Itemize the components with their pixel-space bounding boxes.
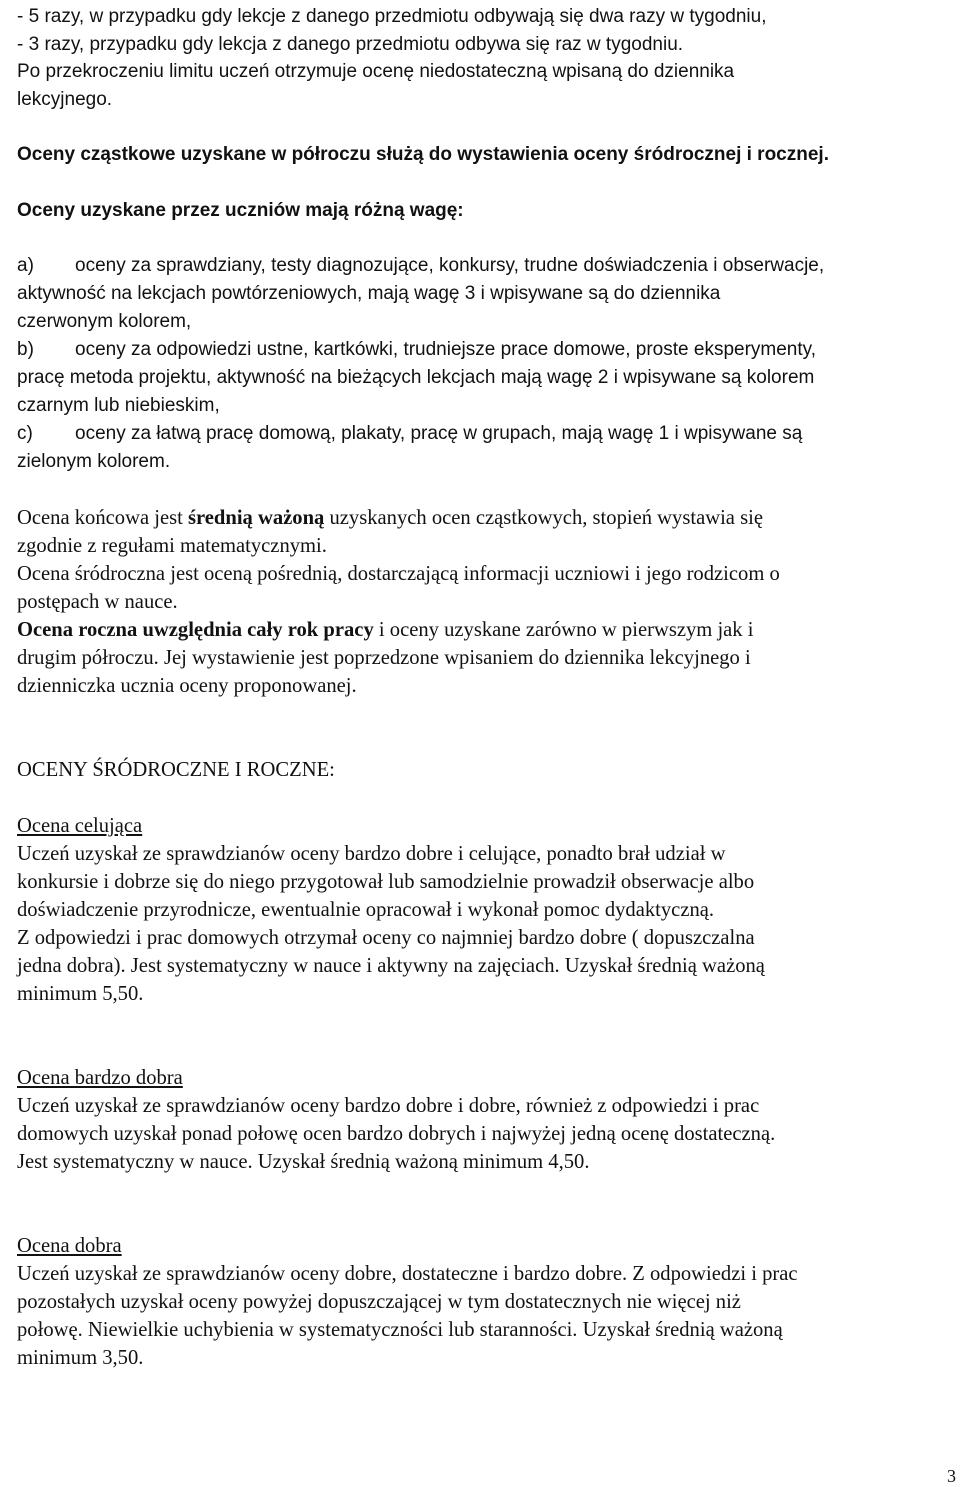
weight-item-c [17, 422, 802, 446]
weight-item-a-label: a) [17, 255, 34, 276]
weight-item-a [17, 254, 824, 278]
weight-item-c-label: c) [17, 423, 33, 444]
grade-bardzo-dobra-title: Ocena bardzo dobra [17, 1067, 183, 1089]
grade-dobra-title: Ocena dobra [17, 1235, 122, 1257]
weight-item-a-line3: czerwonym kolorem, [17, 311, 192, 332]
weight-item-b-line1: oceny za odpowiedzi ustne, kartkówki, trudniejsze prace domowe, proste eksperymenty, [75, 339, 817, 360]
weight-item-c-line1: oceny za łatwą pracę domową, plakaty, pracę w grupach, mają wagę 1 i wpisywane są [75, 423, 803, 444]
annual-grade-para: Ocena roczna uwzględnia cały rok pracy i oceny uzyskane zarówno w pierwszym jak i [17, 619, 754, 641]
final-grade-para-1: Ocena końcowa jest średnią ważoną uzyskanych ocen cząstkowych, stopień wystawia się [17, 507, 763, 529]
page-number: 3 [947, 1466, 956, 1486]
weight-item-a-line1: oceny za sprawdziany, testy diagnozujące, konkursy, trudne doświadczenia i obserwacje, [75, 255, 825, 276]
weight-item-b-line2: pracę metoda projektu, aktywność na bieżących lekcjach mają wagę 2 i wpisywane są kolorem [17, 367, 815, 388]
annual-grade-para-line2: drugim półroczu. Jej wystawienie jest poprzedzone wpisaniem do dziennika lekcyjnego i [17, 647, 751, 669]
midterm-grade-para-line1: Ocena śródroczna jest oceną pośrednią, dostarczającą informacji uczniowi i jego rodzicom o [17, 563, 780, 585]
weight-item-b [17, 338, 816, 362]
grade-bardzo-dobra-line: Jest systematyczny w nauce. Uzyskał średnią ważoną minimum 4,50. [17, 1151, 590, 1173]
annual-grade-para-line3: dzienniczka ucznia oceny proponowanej. [17, 675, 357, 697]
weighted-average-term: średnią ważoną [187, 507, 325, 529]
grade-bardzo-dobra-line: domowych uzyskał ponad połowę ocen bardzo dobrych i najwyżej jedną ocenę dostateczną. [17, 1123, 776, 1145]
intro-line-3: Po przekroczeniu limitu uczeń otrzymuje ocenę niedostateczną wpisaną do dziennika [17, 61, 735, 82]
intro-line-2: - 3 razy, przypadku gdy lekcja z danego przedmiotu odbywa się raz w tygodniu. [17, 34, 684, 55]
grade-dobra-line: minimum 3,50. [17, 1347, 144, 1369]
grade-celujaca-line: Z odpowiedzi i prac domowych otrzymał oceny co najmniej bardzo dobre ( dopuszczalna [17, 927, 755, 949]
section-title: OCENY ŚRÓDROCZNE I ROCZNE: [17, 759, 335, 781]
grade-bardzo-dobra-line: Uczeń uzyskał ze sprawdzianów oceny bardzo dobre i dobre, również z odpowiedzi i prac [17, 1095, 760, 1117]
weight-item-b-line3: czarnym lub niebieskim, [17, 395, 220, 416]
intro-line-4: lekcyjnego. [17, 89, 113, 110]
grade-celujaca-line: konkursie i dobrze się do niego przygotował lub samodzielnie prowadził obserwacje albo [17, 871, 755, 893]
partial-grades-heading: Oceny cząstkowe uzyskane w półroczu służą do wystawienia oceny śródrocznej i rocznej. [17, 144, 829, 165]
weights-heading: Oceny uzyskane przez uczniów mają różną wagę: [17, 200, 464, 221]
grade-dobra-line: pozostałych uzyskał oceny powyżej dopuszczającej w tym dostatecznych nie więcej niż [17, 1291, 741, 1313]
grade-dobra-line: połowę. Niewielkie uchybienia w systematyczności lub staranności. Uzyskał średnią ważoną [17, 1319, 783, 1341]
grade-celujaca-line: doświadczenie przyrodnicze, ewentualnie opracował i wykonał pomoc dydaktyczną. [17, 899, 715, 921]
weight-item-b-label: b) [17, 339, 34, 360]
grade-celujaca-line: Uczeń uzyskał ze sprawdzianów oceny bardzo dobre i celujące, ponadto brał udział w [17, 843, 726, 865]
annual-grade-term: Ocena roczna uwzględnia cały rok pracy [17, 619, 374, 641]
grade-celujaca-line: minimum 5,50. [17, 983, 144, 1005]
grade-celujaca-title: Ocena celująca [17, 815, 143, 837]
grade-dobra-line: Uczeń uzyskał ze sprawdzianów oceny dobre, dostateczne i bardzo dobre. Z odpowiedzi i prac [17, 1263, 798, 1285]
weight-item-c-line2: zielonym kolorem. [17, 451, 171, 472]
midterm-grade-para-line2: postępach w nauce. [17, 591, 178, 613]
final-grade-para-1-line2: zgodnie z regułami matematycznymi. [17, 535, 327, 557]
weight-item-a-line2: aktywność na lekcjach powtórzeniowych, mają wagę 3 i wpisywane są do dziennika [17, 283, 721, 304]
grade-celujaca-line: jedna dobra). Jest systematyczny w nauce i aktywny na zajęciach. Uzyskał średnią ważoną [17, 955, 765, 977]
intro-line-1: - 5 razy, w przypadku gdy lekcje z danego przedmiotu odbywają się dwa razy w tygodniu, [17, 6, 767, 27]
